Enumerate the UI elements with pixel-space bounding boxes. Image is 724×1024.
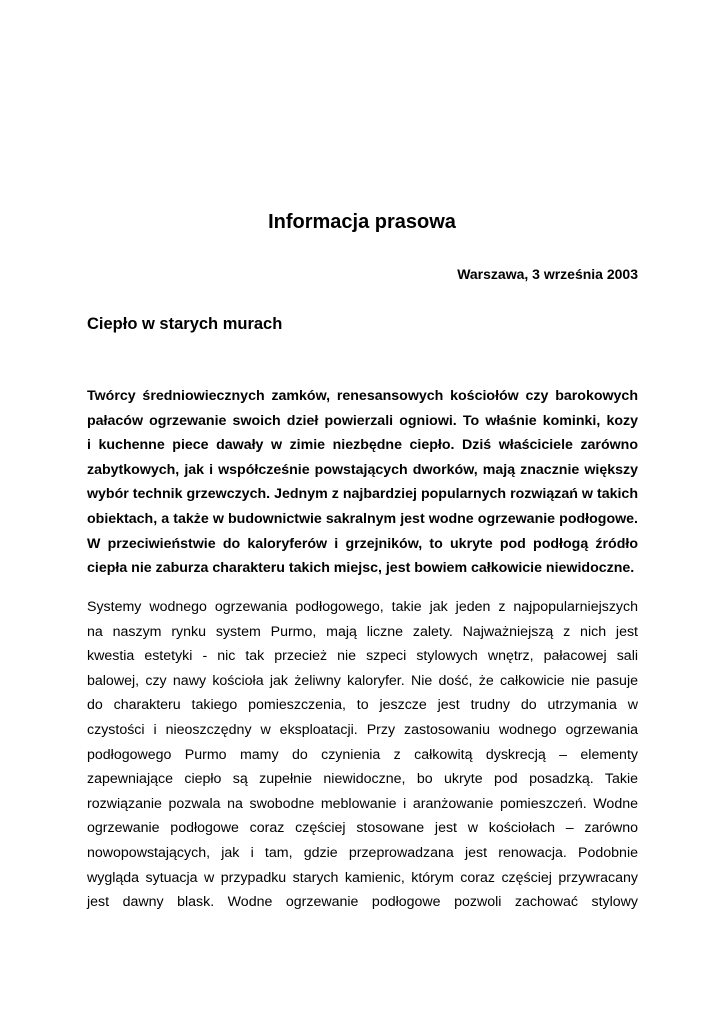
body-line: wygląda sytuacja w przypadku starych kamienic, którym coraz częściej przywracany	[87, 869, 638, 886]
lead-line: Twórcy średniowiecznych zamków, renesansowych kościołów czy barokowych	[87, 388, 638, 404]
body-line: nowopowstających, jak i tam, gdzie przeprowadzana jest renowacja. Podobnie	[87, 844, 638, 861]
lead-line: i kuchenne piece dawały w zimie niezbędne ciepło. Dziś właściciele zarówno	[87, 437, 638, 454]
body-line: rozwiązanie pozwala na swobodne meblowanie i aranżowanie pomieszczeń. Wodne	[87, 795, 638, 812]
page-title	[0, 206, 724, 238]
article-subtitle: Ciepło w starych murach	[87, 315, 283, 333]
lead-line: wybór technik grzewczych. Jednym z najbardziej popularnych rozwiązań w takich	[87, 486, 638, 503]
body-line: balowej, czy nawy kościoła jak żeliwny kaloryfer. Nie dość, że całkowicie nie pasuje	[87, 672, 638, 689]
body-line: na naszym rynku system Purmo, mają liczne zalety. Najważniejszą z nich jest	[87, 623, 638, 640]
lead-line: zabytkowych, jak i współcześnie powstających dworków, mają znacznie większy	[87, 461, 638, 478]
body-line: kwestia estetyki - nic tak przecież nie szpeci stylowych wnętrz, pałacowej sali	[87, 648, 638, 665]
body-line: jest dawny blask. Wodne ogrzewanie podłogowe pozwoli zachować stylowy	[87, 894, 638, 911]
body-line: do charakteru takiego pomieszczenia, to jeszcze jest trudny do utrzymania w	[87, 697, 638, 714]
body-line: podłogowego Purmo mamy do czynienia z całkowitą dyskrecją – elementy	[87, 746, 638, 763]
body-line: ogrzewanie podłogowe coraz częściej stosowane jest w kościołach – zarówno	[87, 820, 638, 837]
lead-line: obiektach, a także w budownictwie sakralnym jest wodne ogrzewanie podłogowe.	[87, 510, 638, 527]
body-line: Systemy wodnego ogrzewania podłogowego, takie jak jeden z najpopularniejszych	[87, 599, 638, 615]
body-line: czystości i nieoszczędny w eksploatacji. Przy zastosowaniu wodnego ogrzewania	[87, 721, 638, 738]
body-line: zapewniające ciepło są zupełnie niewidoczne, bo ukryte pod posadzką. Takie	[87, 771, 638, 788]
page-title-text: Informacja prasowa	[268, 211, 456, 233]
body-paragraph	[87, 595, 638, 915]
lead-line: ciepła nie zaburza charakteru takich miejsc, jest bowiem całkowicie niewidoczne.	[87, 560, 635, 577]
lead-line: W przeciwieństwie do kaloryferów i grzejników, to ukryte pod podłogą źródło	[87, 535, 638, 552]
dateline: Warszawa, 3 września 2003	[457, 266, 638, 282]
lead-paragraph	[87, 384, 638, 581]
lead-line: pałaców ogrzewanie swoich dzieł powierzali ogniowi. To właśnie kominki, kozy	[87, 412, 638, 429]
